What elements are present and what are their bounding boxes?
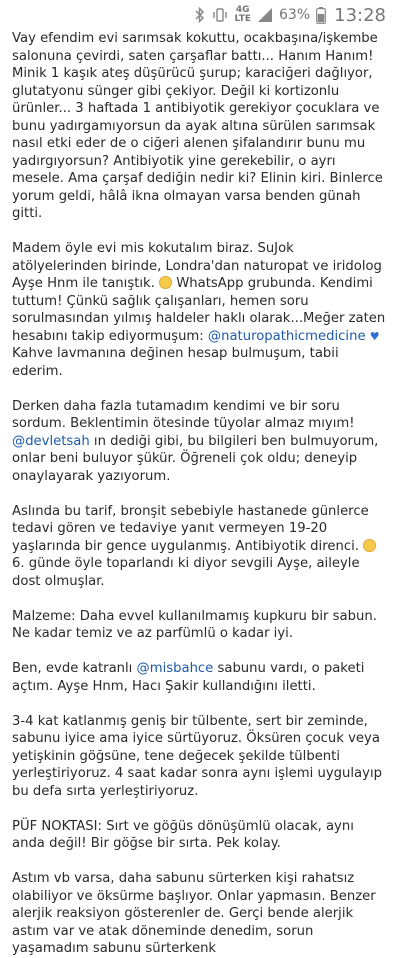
paragraph-text: Vay efendim evi sarımsak kokuttu, ocakbaşına/işkembe salonuna çevirdi, saten çarşaflar battı... Hanım Hanım! Minik 1 kaşık ateş düşürücü şurup; karaciğeri dağlıyor, glutatyonu sünger gibi çekiyor. Değil ki kortizonlu ürünler... 3 haftada 1 antibiyotik gerekiyor çocuklara ve bunu yadırgamıyorsun da ayak altına sürülen sarımsak nasıl etki eder de o ciğeri alenen şifalandırır bunu mu yadırgıyorsun? Antibiyotik yine gerekebilir, o ayrı mesele. Ama çarşaf dediğin nedir ki? Elinin kiri. Binlerce yorum geldi, hâlâ ikna olmayan varsa benden günah gitti.	[12, 31, 383, 221]
paragraph-text: Aslında bu tarif, bronşit sebebiyle hastanede günlerce tedavi gören ve tedaviye yanıt vermeyen 19-20 yaşlarında bir gence uygulanmış. Antibiyotik direnci.	[12, 503, 369, 554]
post-paragraph-8	[12, 818, 388, 853]
paragraph-text: PÜF NOKTASI: Sırt ve göğüs dönüşümlü olacak, aynı anda değil! Bir göğse bir sırta. Pek kolay.	[12, 818, 354, 851]
heart-eyes-emoji-icon	[159, 276, 172, 289]
network-sub: LTE	[234, 14, 251, 24]
post-paragraph-9	[12, 870, 388, 958]
paragraph-text: 3-4 kat katlanmış geniş bir tülbente, sert bir zeminde, sabunu iyice ama iyice sürtüyoruz. Öksüren çocuk veya yetişkinin göğsüne, tene değecek şekilde tülbenti yerleştiriyoruz. 4 saat kadar sonra aynı işlemi uygulayıp bu defa sırta yerleştiriyoruz.	[12, 713, 382, 799]
paragraph-text: Kahve lavmanına değinen hesap bulmuşum, tabii ederim.	[12, 346, 339, 379]
post-paragraph-5	[12, 608, 388, 643]
paragraph-text: ın dediği gibi, bu bilgileri ben bulmuyorum, onlar beni buluyor şükür. Öğreneli çok oldu; deneyip onaylayarak yazıyorum.	[12, 433, 379, 484]
post-paragraph-6	[12, 660, 388, 695]
paragraph-text: Ben, evde katranlı	[12, 661, 137, 676]
paragraph-text: Madem öyle evi mis kokutalım biraz. SuJok atölyelerinden birinde, Londra'dan naturopat ve iridolog Ayşe Hnm ile tanıştık.	[12, 241, 382, 291]
post-paragraph-3	[12, 398, 388, 486]
battery-icon	[316, 7, 326, 24]
post-content	[0, 30, 400, 956]
paragraph-text: WhatsApp grubunda. Kendimi tuttum! Çünkü sağlık çalışanları, hemen soru sorulmasından yılmış haldeler haklı olarak...Meğer zaten hesabını takip ediyormuşum:	[12, 276, 386, 344]
post-paragraph-4	[12, 503, 388, 591]
post-paragraph-1	[12, 30, 388, 223]
paragraph-text: Astım vb varsa, daha sabunu sürterken kişi rahatsız olabiliyor ve öksürme başlıyor. Onlar yapmasın. Benzer alerjik reaksiyon gösterenler de. Gerçi bende alerjik astım var ve atak döneminde denedim, sorun yaşamadım sabunu sürterkenk	[12, 871, 376, 956]
mention-link-misbahce[interactable]: @misbahce	[136, 661, 214, 676]
mention-link-naturopathicmedicine[interactable]: @naturopathicmedicine	[207, 328, 366, 344]
paragraph-text: 6. günde öyle toparlandı ki diyor sevgili Ayşe, aileyle dost olmuşlar.	[12, 556, 360, 589]
paragraph-text: Derken daha fazla tutamadım kendimi ve bir soru sordum. Beklentimin ötesinde tüyolar almaz mıyım!	[12, 398, 355, 431]
vibrate-icon	[212, 7, 228, 23]
battery-percent: 63%	[279, 7, 311, 23]
mention-link-devletsah[interactable]: @devletsah	[12, 433, 90, 449]
post-paragraph-2	[12, 240, 388, 380]
clock: 13:28	[334, 4, 386, 26]
post-paragraph-7	[12, 713, 388, 801]
paragraph-text: Malzeme: Daha evvel kullanılmamış kupkuru bir sabun. Ne kadar temiz ve az parfümlü o kadar iyi.	[12, 608, 377, 641]
network-type: 4G	[235, 5, 250, 15]
blue-heart-emoji-icon: ♥	[369, 329, 380, 343]
status-bar	[0, 0, 400, 30]
network-type-indicator	[234, 6, 251, 24]
paragraph-text: sabunu vardı, o paketi açtım. Ayşe Hnm, Hacı Şakir kullandığını iletti.	[12, 661, 365, 694]
sad-face-emoji-icon	[363, 539, 376, 552]
bluetooth-icon	[194, 7, 206, 23]
signal-icon	[257, 7, 273, 23]
